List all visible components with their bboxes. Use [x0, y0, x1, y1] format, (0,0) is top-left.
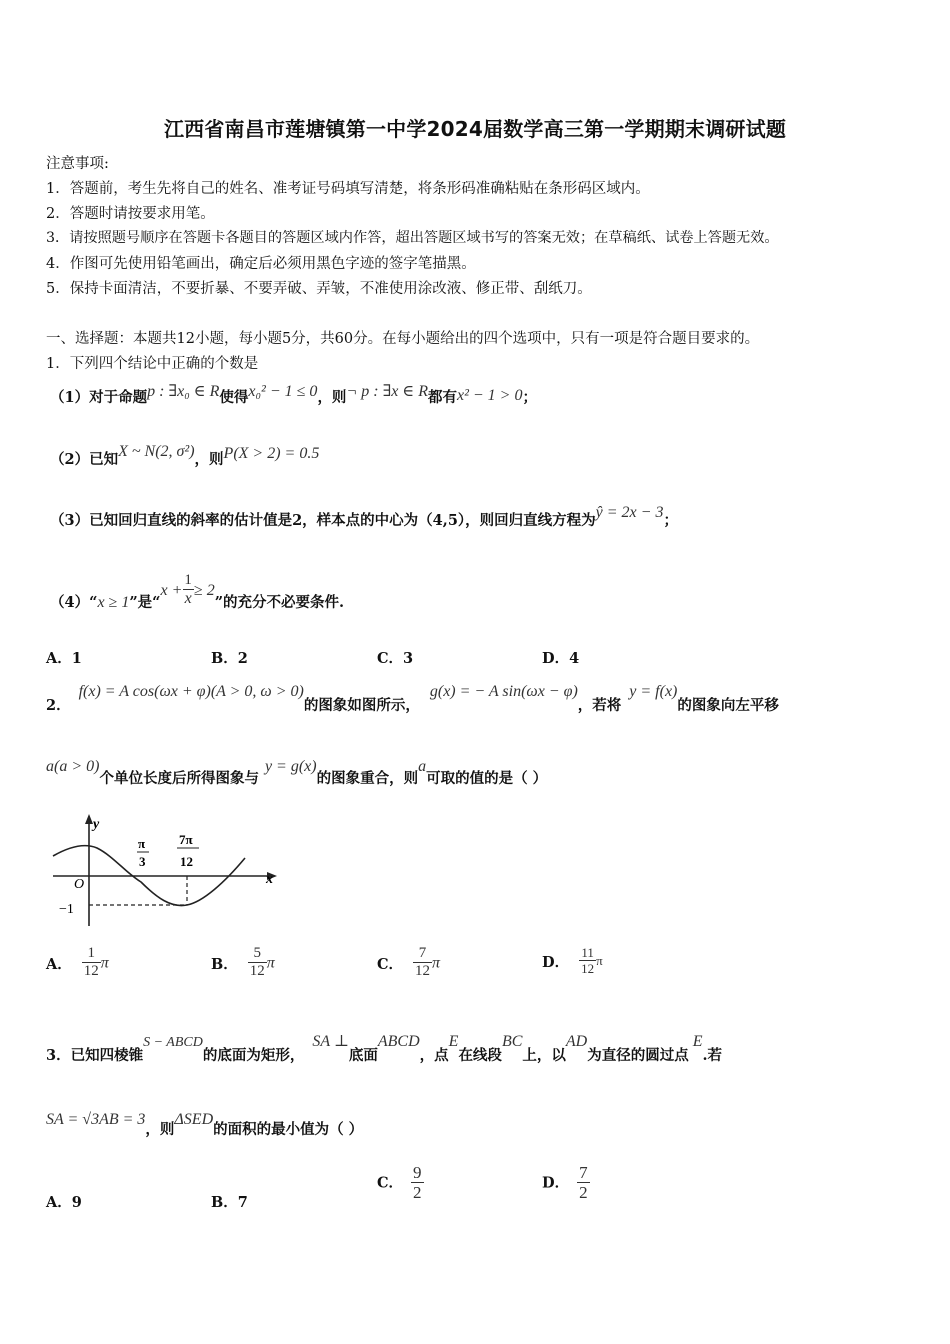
q3-option-b[interactable]: B．7 — [211, 1194, 248, 1211]
statement-text: （3）已知回归直线的斜率的估计值是2，样本点的中心为（4,5），则回归直线方程为 — [50, 512, 596, 529]
math-expression: SA ⊥ — [312, 1033, 349, 1050]
math-expression: ¬ p : ∃x ∈ R — [346, 383, 428, 400]
math-expression: AD — [565, 1033, 588, 1050]
question-text: 底面 — [348, 1047, 378, 1064]
q2-stem-line1 — [46, 680, 779, 714]
notice-item: 2．答题时请按要求用笔。 — [46, 206, 215, 222]
question-text: 在线段 — [458, 1047, 502, 1064]
question-text: 的底面为矩形， — [202, 1047, 305, 1064]
q2-option-d[interactable] — [542, 946, 603, 975]
notice-heading: 注意事项: — [46, 156, 109, 172]
fraction — [413, 946, 432, 980]
notice-item: 3．请按照题号顺序在答题卡各题目的答题区域内作答，超出答题区域书写的答案无效；在草稿纸、试卷上答题无效。 — [46, 230, 779, 246]
pi-symbol: π — [266, 954, 275, 972]
fraction-numerator: 9 — [413, 1163, 422, 1182]
statement-text: ”是“ — [129, 593, 161, 611]
option-label: C． — [377, 1174, 404, 1192]
fraction — [577, 1164, 590, 1202]
q2-stem-line2 — [46, 755, 548, 787]
question-text: 的图象重合，则 — [316, 770, 419, 787]
origin-label: O — [74, 877, 85, 892]
fraction-numerator: 1 — [184, 572, 192, 588]
neg-one-label: −1 — [59, 902, 74, 917]
x-axis-label: x — [266, 872, 273, 887]
statement-text: （2）已知 — [50, 451, 119, 468]
q1-option-d[interactable]: D．4 — [542, 650, 580, 667]
tick-pi-over-3-num: π — [138, 836, 146, 851]
tick-pi-over-3-den: 3 — [139, 854, 146, 869]
q1-statement-2 — [50, 443, 320, 469]
q3-stem-line2 — [46, 1108, 364, 1138]
math-expression: x + — [160, 581, 183, 599]
option-label: A． — [46, 956, 72, 974]
math-expression: S − ABCD — [143, 1035, 203, 1050]
statement-text: （4）“ — [50, 593, 98, 611]
fraction-denominator: 12 — [415, 962, 431, 979]
math-expression: E — [692, 1033, 703, 1050]
math-expression: x₀² − 1 ≤ 0 — [248, 383, 318, 400]
question-text: ，点 — [419, 1047, 449, 1064]
q1-option-b[interactable]: B．2 — [211, 650, 248, 667]
fraction-numerator: 11 — [581, 945, 594, 960]
tick-7pi-over-12-num: 7π — [179, 832, 193, 847]
math-expression: ≥ 2 — [193, 581, 215, 599]
q1-stem: 1．下列四个结论中正确的个数是 — [46, 356, 259, 372]
option-label: B． — [211, 956, 238, 974]
statement-text: ； — [522, 389, 537, 406]
question-text: 的面积的最小值为（ ） — [213, 1121, 364, 1138]
fraction-numerator: 5 — [253, 945, 262, 961]
notice-item: 5．保持卡面清洁，不要折暴、不要弄破、弄皱，不准使用涂改液、修正带、刮纸刀。 — [46, 281, 592, 297]
q2-option-a[interactable] — [46, 946, 109, 980]
question-text: 的图象向左平移 — [677, 697, 779, 714]
page-title: 江西省南昌市莲塘镇第一中学2024届数学高三第一学期期末调研试题 — [163, 117, 787, 141]
math-expression: SA = √3AB = 3 — [46, 1111, 146, 1128]
statement-text: ”的充分不必要条件. — [214, 593, 345, 611]
question-text: 为直径的圆过点 — [587, 1047, 689, 1064]
pi-symbol: π — [596, 953, 603, 969]
pi-symbol: π — [432, 954, 441, 972]
q3-option-a[interactable]: A．9 — [46, 1194, 82, 1211]
notice-item: 1．答题前，考生先将自己的姓名、准考证号码填写清楚，将条形码准确粘贴在条形码区域内。 — [46, 181, 650, 197]
math-expression: g(x) = − A sin(ωx − φ) — [429, 683, 578, 700]
fraction-numerator: 7 — [418, 945, 427, 961]
y-axis-arrow — [85, 814, 93, 824]
fraction-denominator: 12 — [581, 960, 595, 976]
math-expression: a — [418, 758, 427, 775]
math-expression: P(X > 2) = 0.5 — [223, 445, 320, 462]
question-text: 上，以 — [522, 1047, 566, 1064]
fraction-denominator: 12 — [83, 962, 99, 979]
q1-statement-1 — [50, 383, 537, 407]
y-axis-label: y — [93, 817, 100, 832]
fraction-denominator: 2 — [413, 1182, 422, 1202]
fraction-numerator: 1 — [87, 945, 96, 961]
math-expression: y = g(x) — [264, 758, 317, 775]
q3-option-d[interactable] — [542, 1164, 590, 1202]
question-text: ，则 — [145, 1121, 175, 1138]
fraction — [182, 573, 194, 608]
statement-text: ，则 — [317, 389, 347, 406]
statement-text: 都有 — [427, 389, 457, 406]
math-expression: X ~ N(2, σ²) — [118, 443, 195, 460]
q1-option-a[interactable]: A．1 — [46, 650, 82, 667]
notice-item: 4．作图可先使用铅笔画出，确定后必须用黑色字迹的签字笔描黑。 — [46, 256, 476, 272]
cosine-graph — [45, 810, 285, 930]
statement-text: ，则 — [194, 451, 224, 468]
question-text: 3．已知四棱锥 — [46, 1047, 144, 1064]
fraction — [579, 946, 596, 975]
question-text: ，若将 — [577, 697, 622, 714]
q1-statement-4 — [50, 565, 345, 611]
fraction-denominator: x — [184, 589, 192, 607]
section-heading: 一、选择题：本题共12小题，每小题5分，共60分。在每小题给出的四个选项中，只有一项是符合题目要求的。 — [46, 331, 760, 347]
fraction — [248, 946, 267, 980]
math-expression: ABCD — [377, 1033, 420, 1050]
pi-symbol: π — [100, 954, 109, 972]
statement-text: 使得 — [219, 389, 249, 406]
fraction-denominator: 2 — [579, 1182, 588, 1202]
question-text: 个单位长度后所得图象与 — [99, 770, 259, 787]
math-expression: a(a > 0) — [46, 758, 100, 775]
statement-text: （1）对于命题 — [50, 389, 148, 406]
fraction — [82, 946, 101, 980]
math-expression: y = f(x) — [629, 683, 678, 700]
question-text: 可取的值的是（ ） — [426, 770, 548, 787]
q2-option-b[interactable] — [211, 946, 275, 980]
option-label: C． — [377, 956, 404, 974]
math-expression: E — [448, 1033, 459, 1050]
math-expression: x ≥ 1 — [97, 593, 130, 611]
fraction — [411, 1164, 424, 1202]
fraction-denominator: 12 — [249, 962, 265, 979]
question-text: .若 — [702, 1047, 723, 1064]
option-label: D． — [542, 1174, 570, 1192]
math-expression: x² − 1 > 0 — [456, 387, 523, 404]
q1-option-c[interactable]: C．3 — [377, 650, 414, 667]
tick-7pi-over-12-den: 12 — [180, 854, 193, 869]
q3-option-c[interactable] — [377, 1164, 424, 1202]
math-expression: BC — [501, 1033, 523, 1050]
option-label: D． — [542, 954, 570, 972]
q2-option-c[interactable] — [377, 946, 440, 980]
q1-statement-3 — [50, 504, 678, 530]
math-expression: f(x) = A cos(ωx + φ)(A > 0, ω > 0) — [78, 683, 304, 700]
question-text: 的图象如图所示， — [303, 697, 420, 714]
question-number: 2． — [46, 697, 71, 714]
fraction-numerator: 7 — [579, 1163, 588, 1182]
q3-stem-line1 — [46, 1030, 723, 1064]
math-expression: ΔSED — [174, 1111, 214, 1128]
math-expression: p : ∃x₀ ∈ R — [147, 383, 220, 400]
math-expression: ŷ = 2x − 3 — [595, 504, 664, 521]
statement-text: ； — [663, 512, 678, 529]
